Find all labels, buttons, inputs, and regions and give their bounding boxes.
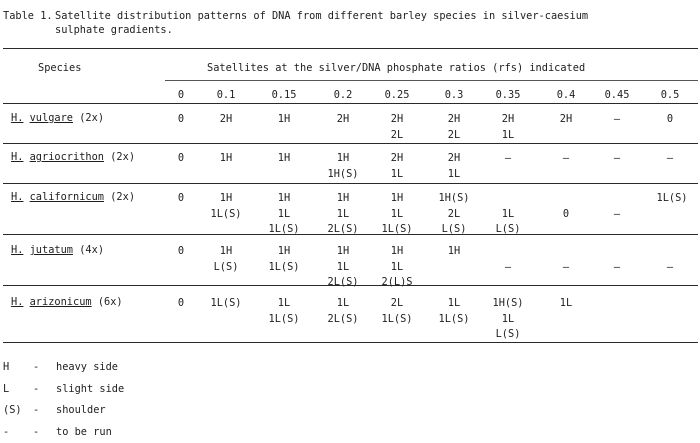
table-cell: 1L 1L(S): [258, 296, 310, 327]
species-genus: H.: [11, 244, 23, 256]
ratio-header-cell: 0.35: [493, 89, 523, 101]
table-cell: 1H 1L(S): [200, 191, 252, 222]
ratio-header-cell: 0: [166, 89, 196, 101]
table-cell: 1H 1L 1L(S): [371, 191, 423, 238]
legend-text: to be run: [56, 426, 112, 438]
ratio-header-cell: 0.5: [655, 89, 685, 101]
table-cell: 1H 1L 2L(S): [317, 191, 369, 238]
caption-line-2: sulphate gradients.: [3, 23, 693, 37]
table-cell: 1L 2L(S): [317, 296, 369, 327]
legend-text: shoulder: [56, 404, 106, 416]
table-cell: 1H L(S): [200, 244, 252, 275]
species-genus: H.: [11, 296, 23, 308]
table-cell: 1L L(S): [482, 191, 534, 238]
species-epithet: vulgare: [30, 112, 73, 124]
ratio-header-rule: [165, 80, 698, 81]
legend-item: [3, 422, 124, 443]
table-cell: –: [591, 244, 643, 275]
species-header: Species: [38, 62, 81, 74]
table-cell: 1L(S): [200, 296, 252, 312]
species-epithet: jutatum: [30, 244, 73, 256]
table-cell: 1H(S) 1L L(S): [482, 296, 534, 343]
ratio-header-cell: 0.1: [211, 89, 241, 101]
table-cell: –: [591, 151, 643, 167]
row-rule: [3, 143, 698, 144]
table-cell: 1H 1L 2(L)S: [371, 244, 423, 291]
table-caption: [3, 9, 693, 37]
table-legend: [3, 357, 124, 443]
table-cell: 1H 1L 1L(S): [258, 191, 310, 238]
legend-dash: -: [33, 422, 56, 443]
ratio-header-cell: 0.25: [382, 89, 412, 101]
table-cell: 0: [644, 112, 696, 128]
table-cell: 0: [155, 244, 207, 260]
table-cell: 1L: [540, 296, 592, 312]
table-cell: 1H(S) 2L L(S): [428, 191, 480, 238]
top-rule: [3, 48, 698, 49]
table-cell: 1H 1H(S): [317, 151, 369, 182]
species-epithet: californicum: [30, 191, 104, 203]
table-cell: –: [540, 151, 592, 167]
species-name: [11, 244, 104, 256]
species-name: [11, 296, 123, 308]
table-cell: 1H: [428, 244, 480, 260]
header-bottom-rule: [3, 103, 698, 104]
table-cell: –: [591, 191, 643, 222]
table-cell: 1L 1L(S): [428, 296, 480, 327]
legend-symbol: L: [3, 379, 33, 401]
species-epithet: agriocrithon: [30, 151, 104, 163]
table-cell: 1L(S): [652, 191, 692, 207]
table-cell: 2L 1L(S): [371, 296, 423, 327]
table-cell: 0: [155, 296, 207, 312]
table-cell: 1H 1L 2L(S): [317, 244, 369, 291]
table-cell: –: [540, 244, 592, 275]
table-cell: 2H: [200, 112, 252, 128]
table-cell: –: [644, 151, 696, 167]
table-cell: –: [591, 112, 643, 128]
table-cell: 2H: [540, 112, 592, 128]
species-name: [11, 151, 135, 163]
species-name: [11, 191, 135, 203]
table-cell: 2H 2L: [371, 112, 423, 143]
table-cell: –: [482, 151, 534, 167]
table-cell: 1H: [200, 151, 252, 167]
legend-item: [3, 357, 124, 379]
legend-text: heavy side: [56, 361, 118, 373]
legend-symbol: H: [3, 357, 33, 379]
species-ploidy: (2x): [79, 112, 104, 124]
ratio-header-cell: 0.45: [602, 89, 632, 101]
row-rule: [3, 234, 698, 235]
species-genus: H.: [11, 112, 23, 124]
legend-dash: -: [33, 400, 56, 422]
table-cell: 1H: [258, 151, 310, 167]
species-ploidy: (2x): [110, 191, 135, 203]
table-cell: 2H 1L: [371, 151, 423, 182]
table-cell: 2H 1L: [428, 151, 480, 182]
legend-symbol: -: [3, 422, 33, 443]
species-genus: H.: [11, 151, 23, 163]
table-number: Table 1.: [3, 9, 55, 23]
table-cell: 2H: [317, 112, 369, 128]
species-genus: H.: [11, 191, 23, 203]
table-cell: 0: [155, 151, 207, 167]
species-ploidy: (4x): [79, 244, 104, 256]
satellites-header: Satellites at the silver/DNA phosphate ratios (rfs) indicated: [207, 62, 585, 74]
species-name: [11, 112, 104, 124]
ratio-header-cell: 0.4: [551, 89, 581, 101]
table-cell: 2H 1L: [482, 112, 534, 143]
ratio-header-cell: 0.2: [328, 89, 358, 101]
row-rule: [3, 285, 698, 286]
table-cell: 0: [155, 112, 207, 128]
table-cell: 0: [540, 191, 592, 222]
legend-text: slight side: [56, 383, 124, 395]
table-cell: –: [644, 244, 696, 275]
table-cell: 2H 2L: [428, 112, 480, 143]
legend-item: [3, 400, 124, 422]
species-epithet: arizonicum: [30, 296, 92, 308]
ratio-header-cell: 0.15: [269, 89, 299, 101]
legend-dash: -: [33, 379, 56, 401]
species-ploidy: (6x): [98, 296, 123, 308]
legend-item: [3, 379, 124, 401]
ratio-header-cell: 0.3: [439, 89, 469, 101]
row-rule: [3, 342, 698, 343]
table-cell: –: [482, 244, 534, 275]
row-rule: [3, 183, 698, 184]
table-cell: 1H 1L(S): [258, 244, 310, 275]
caption-line-1: Satellite distribution patterns of DNA from different barley species in silver-caesium: [55, 10, 588, 22]
table-cell: 0: [155, 191, 207, 207]
legend-symbol: (S): [3, 400, 33, 422]
table-cell: 1H: [258, 112, 310, 128]
species-ploidy: (2x): [110, 151, 135, 163]
legend-dash: -: [33, 357, 56, 379]
